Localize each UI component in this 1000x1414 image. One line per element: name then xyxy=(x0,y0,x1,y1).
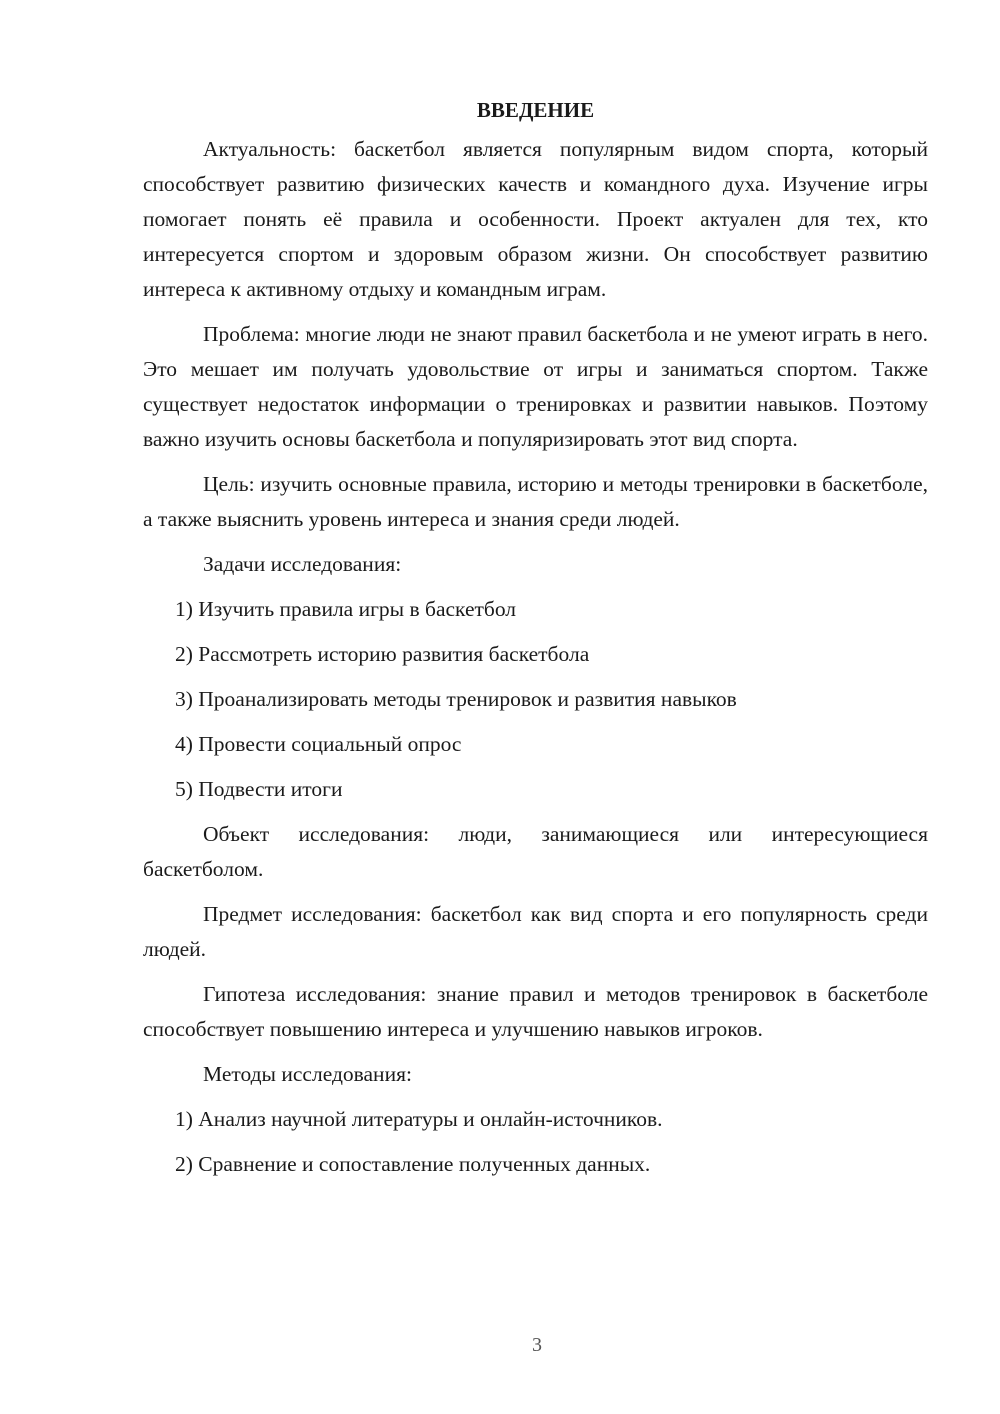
hypothesis-paragraph: Гипотеза исследования: знание правил и методов тренировок в баскетболе способствует повышению интереса и улучшению навыков игроков. xyxy=(143,982,928,1041)
object-paragraph: Объект исследования: люди, занимающиеся или интересующиеся баскетболом. xyxy=(143,822,928,881)
section-title: ВВЕДЕНИЕ xyxy=(476,98,595,122)
task-item: 2) Рассмотреть историю развития баскетбола xyxy=(175,642,590,666)
methods-label: Методы исследования: xyxy=(203,1062,412,1086)
relevance-paragraph: Актуальность: баскетбол является популярным видом спорта, который способствует развитию физических качеств и командного духа. Изучение игры помогает понять её правила и особенности. Проект актуален для тех, кто интересуется спортом и здоровым образом жизни. Он способствует развитию интереса к активному отдыху и командным играм. xyxy=(143,137,928,301)
page-content xyxy=(143,92,928,1192)
method-item: 1) Анализ научной литературы и онлайн-источников. xyxy=(175,1107,663,1131)
page-number: 3 xyxy=(532,1334,542,1356)
goal-paragraph: Цель: изучить основные правила, историю и методы тренировки в баскетболе, а также выяснить уровень интереса и знания среди людей. xyxy=(143,472,928,531)
tasks-label: Задачи исследования: xyxy=(203,552,402,576)
task-item: 1) Изучить правила игры в баскетбол xyxy=(175,597,517,621)
method-item: 2) Сравнение и сопоставление полученных данных. xyxy=(175,1152,651,1176)
subject-paragraph: Предмет исследования: баскетбол как вид спорта и его популярность среди людей. xyxy=(143,902,928,961)
task-item: 4) Провести социальный опрос xyxy=(175,732,462,756)
task-item: 3) Проанализировать методы тренировок и развития навыков xyxy=(175,687,737,711)
problem-paragraph: Проблема: многие люди не знают правил баскетбола и не умеют играть в него. Это мешает им получать удовольствие от игры и заниматься спортом. Также существует недостаток информации о тренировках и развитии навыков. Поэтому важно изучить основы баскетбола и популяризировать этот вид спорта. xyxy=(143,322,928,451)
task-item: 5) Подвести итоги xyxy=(175,777,343,801)
